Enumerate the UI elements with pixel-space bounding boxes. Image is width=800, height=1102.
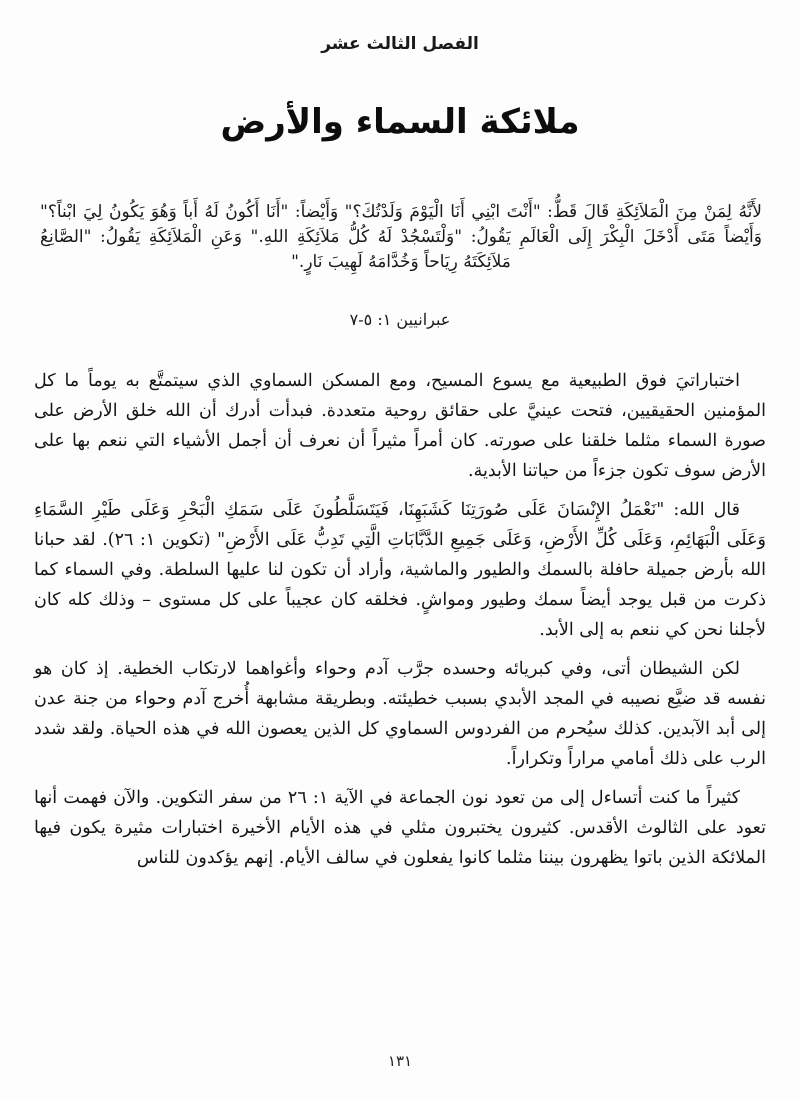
paragraph-3: لكن الشيطان أتى، وفي كبريائه وحسده جرَّب آدم وحواء وأغواهما لارتكاب الخطية. إذ كان هو نفسه قد ضيَّع نصيبه في المجد الأبدي بسبب خطيئته. وبطريقة مشابهة أُخرج آدم وحواء من جنة عدن إلى أبد الآبدين. كذلك سيُحرم من الفردوس السماوي كل الذين يعصون الله في هذه الحياة. ولقد شدد الرب على ذلك أمامي مراراً وتكراراً. [34, 659, 766, 769]
page-number: ١٣١ [387, 1052, 413, 1070]
paragraph-4: كثيراً ما كنت أتساءل إلى من تعود نون الجماعة في الآية ١: ٢٦ من سفر التكوين. والآن فهمت أنها تعود على الثالوث الأقدس. كثيرون يختبرون مثلي في هذه الأيام الأخيرة اختبارات مثيرة يكون فيها الملائكة الذين باتوا يظهرون بيننا مثلما كانوا يفعلون في سالف الأيام. إنهم يؤكدون للناس [34, 788, 766, 868]
paragraph-1: اختباراتيَ فوق الطبيعية مع يسوع المسيح، ومع المسكن السماوي الذي سيتمتَّع به يوماً ما كل المؤمنين الحقيقيين، فتحت عينيَّ على حقائق روحية متعددة. فبدأت أدرك أن الله خلق الأرض على صورة السماء مثلما خلقنا على صورته. كان أمراً مثيراً أن نعرف أن أجمل الأشياء التي ننعم بها على الأرض سوف تكون جزءاً من حياتنا الأبدية. [34, 371, 766, 481]
epigraph-quote: لأَنَّهُ لِمَنْ مِنَ الْمَلاَئِكَةِ قَالَ قَطُّ: "أَنْتَ ابْنِي أَنَا الْيَوْمَ وَلَدْتُكَ؟" وَأَيْضاً: "أَنَا أَكُونُ لَهُ أَباً وَهُوَ يَكُونُ لِيَ ابْناً؟" وَأَيْضاً مَتَى أَدْخَلَ الْبِكْرَ إِلَى الْعَالَمِ يَقُولُ: "وَلْتَسْجُدْ لَهُ كُلُّ مَلاَئِكَةِ اللهِ." وَعَنِ الْمَلاَئِكَةِ يَقُولُ: "الصَّانِعُ مَلاَئِكَتَهُ رِيَاحاً وَخُدَّامَهُ لَهِيبَ نَارٍ." [40, 202, 762, 272]
body-text [34, 366, 766, 882]
epigraph-reference: عبرانيين ١: ٥-٧ [349, 310, 451, 329]
chapter-title: ملائكة السماء والأرض [220, 102, 580, 142]
paragraph-2: قال الله: "نَعْمَلُ الإِنْسَانَ عَلَى صُورَتِنَا كَشَبَهِنَا، فَيَتَسَلَّطُونَ عَلَى سَمَكِ الْبَحْرِ وَعَلَى طَيْرِ السَّمَاءِ وَعَلَى الْبَهَائِمِ، وَعَلَى كُلِّ الأَرْضِ، وَعَلَى جَمِيعِ الدَّبَّابَاتِ الَّتِي تَدِبُّ عَلَى الأَرْضِ" (تكوين ١: ٢٦). لقد حبانا الله بأرض جميلة حافلة بالسمك والطيور والماشية، وأراد أن تكون لنا عليها السلطة. وفي السماء كما ذكرت من قبل يوجد أيضاً سمك وطيور ومواشٍ. فخلقه كان عجيباً على كل مستوى – وذلك كله كان لأجلنا نحن كي ننعم به إلى الأبد. [34, 500, 766, 640]
chapter-label: الفصل الثالث عشر [321, 34, 479, 54]
